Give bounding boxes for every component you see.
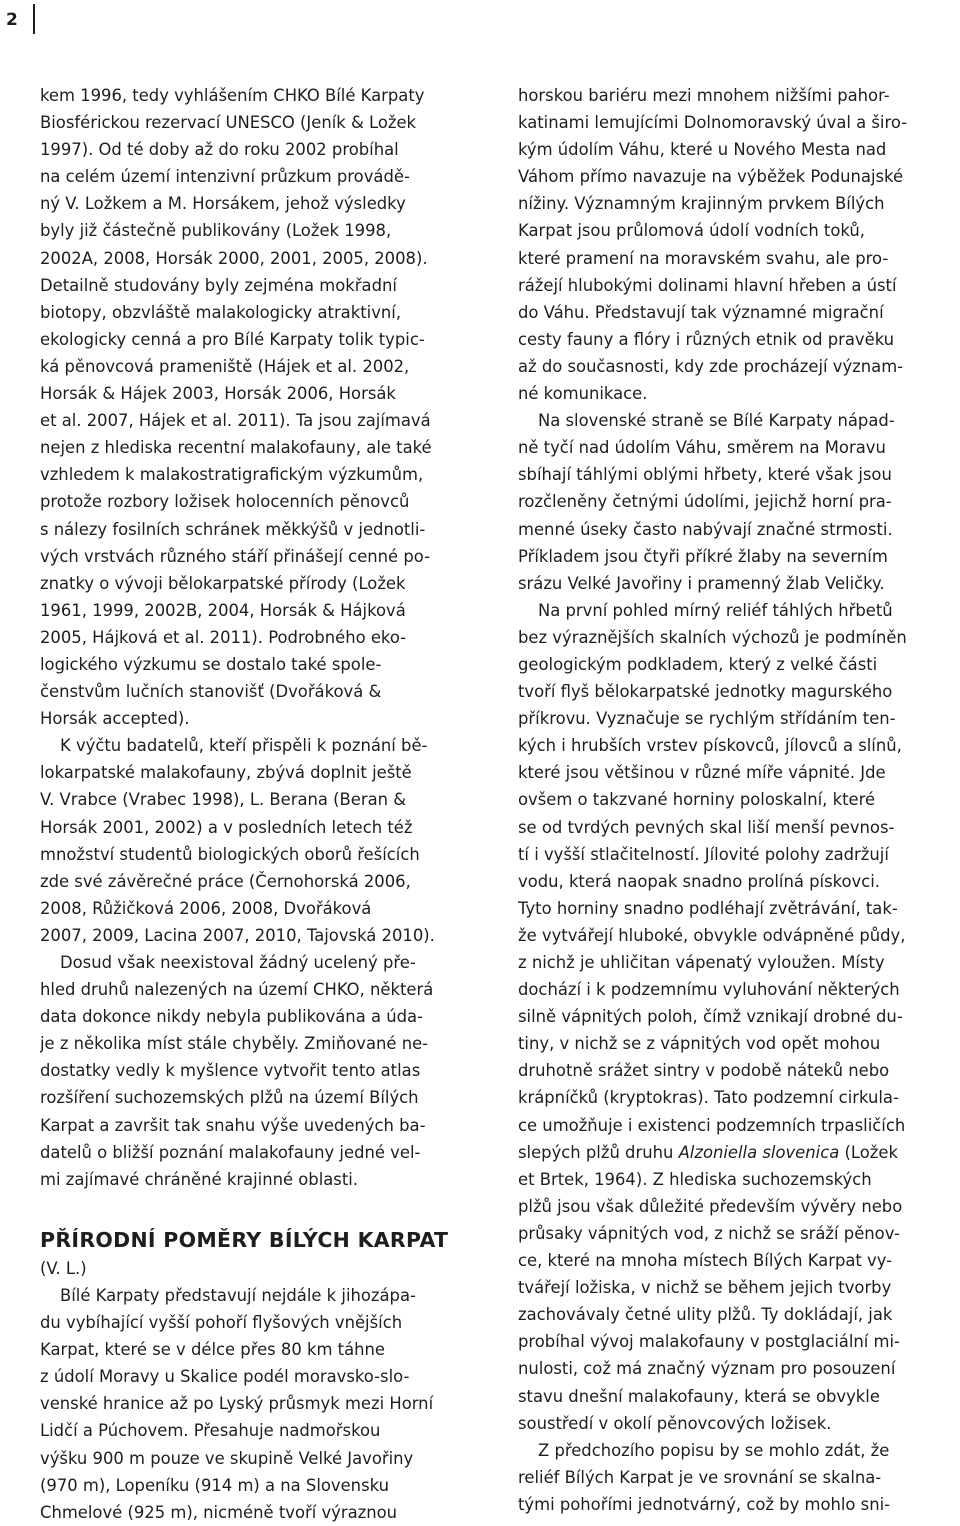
text-line: znatky o vývoji bělokarpatské přírody (Ložek	[40, 573, 406, 593]
text-line: vých vrstvách různého stáří přinášejí cenné po-	[40, 546, 430, 566]
text-line: katinami lemujícími Dolnomoravský úval a širo-	[518, 113, 908, 133]
text-line: biotopy, obzvláště malakologicky atraktivní,	[40, 302, 402, 322]
text-line: vzhledem k malakostratigrafickým výzkumům,	[40, 465, 424, 485]
text-line: stavu dnešní malakofauny, která se obvykle	[518, 1386, 880, 1406]
text-line: plžů jsou však důležité především vývěry nebo	[518, 1196, 903, 1216]
text-line: tí i vyšší stlačitelností. Jílovité polohy zadržují	[518, 844, 889, 864]
text-line: ně tyčí nad údolím Váhu, směrem na Moravu	[518, 438, 886, 458]
text-line: slepých plžů druhu Alzoniella slovenica (Ložek	[518, 1142, 898, 1162]
text-line: ce, které na mnoha místech Bílých Karpat vy-	[518, 1251, 893, 1271]
text-line: ovšem o takzvané horniny poloskalní, které	[518, 790, 876, 810]
text-line: hled druhů nalezených na území CHKO, některá	[40, 980, 434, 1000]
text-line: Příkladem jsou čtyři příkré žlaby na severním	[518, 546, 888, 566]
text-line: venské hranice až po Lyský průsmyk mezi Horní	[40, 1394, 434, 1414]
text-line: logického výzkumu se dostalo také spole-	[40, 654, 382, 674]
left-paragraphs	[40, 82, 477, 1193]
text-line: Horsák 2001, 2002) a v posledních letech též	[40, 817, 413, 837]
text-line: kem 1996, tedy vyhlášením CHKO Bílé Karpaty	[40, 86, 425, 105]
text-line: na celém území intenzivní průzkum provádě-	[40, 167, 410, 187]
text-line: až do současnosti, kdy zde procházejí význam-	[518, 356, 904, 376]
text-line: ekologicky cenná a pro Bílé Karpaty tolik typic-	[40, 329, 425, 349]
text-line: které pramení na moravském svahu, ale pro-	[518, 248, 889, 268]
text-line: 1997). Od té doby až do roku 2002 probíhal	[40, 140, 399, 160]
text-line: že vytvářejí hluboké, obvykle odvápněné půdy,	[518, 925, 906, 945]
text-line: rozšíření suchozemských plžů na území Bílých	[40, 1088, 419, 1108]
text-line: Biosférickou rezervací UNESCO (Jeník & Ložek	[40, 113, 417, 133]
text-line: V. Vrabce (Vrabec 1998), L. Berana (Beran &	[40, 790, 407, 810]
text-line: Detailně studovány byly zejména mokřadní	[40, 275, 397, 295]
text-line: 2008, Růžičková 2006, 2008, Dvořáková	[40, 898, 372, 918]
text-line: Horsák accepted).	[40, 709, 190, 729]
text-line: reliéf Bílých Karpat je ve srovnání se skalna-	[518, 1467, 882, 1487]
text-line: nížiny. Významným krajinným prvkem Bílých	[518, 194, 885, 214]
text-line: 2005, Hájková et al. 2011). Podrobného eko-	[40, 627, 407, 647]
text-line: se od tvrdých pevných skal liší menší pevnos-	[518, 817, 895, 837]
text-line: čenstvům lučních stanovišť (Dvořáková &	[40, 682, 382, 702]
text-line: z nichž je uhličitan vápenatý vyloužen. Místy	[518, 953, 885, 972]
text-line: ce umožňuje i existenci podzemních trpasličích	[518, 1115, 906, 1135]
section-authors: (V. L.)	[40, 1258, 87, 1278]
text-line: tými pohořími jednotvárný, což by mohlo sni-	[518, 1494, 891, 1514]
right-paragraphs	[518, 82, 958, 1518]
text-line: Bílé Karpaty představují nejdále k jihozápa-	[60, 1285, 416, 1305]
right-column	[518, 82, 958, 1518]
text-line: Chmelové (925 m), nicméně tvoří výraznou	[40, 1502, 398, 1522]
text-line: silně vápnitých poloh, čímž vznikají drobné du-	[518, 1007, 903, 1027]
text-line: dochází i k podzemnímu vyluhování některých	[518, 980, 900, 1000]
text-line: Váhom přímo navazuje na výběžek Podunajské	[518, 167, 904, 187]
text-line: du vybíhající vyšší pohoří flyšových vnějších	[40, 1313, 403, 1333]
text-line: do Váhu. Představují tak významné migrační	[518, 302, 884, 322]
text-line: krápníčků (kryptokras). Tato podzemní cirkula-	[518, 1088, 899, 1108]
text-line: tvářejí ložiska, v nichž se během jejich tvorby	[518, 1278, 892, 1298]
text-line: Dosud však neexistoval žádný ucelený pře-	[60, 953, 416, 972]
text-line: výšku 900 m pouze ve skupině Velké Javořiny	[40, 1448, 414, 1468]
text-line: nulosti, což má značný význam pro posouzení	[518, 1359, 896, 1379]
text-line: né komunikace.	[518, 384, 648, 404]
text-line: dostatky vedly k myšlence vytvořit tento atlas	[40, 1061, 421, 1081]
text-line: et al. 2007, Hájek et al. 2011). Ta jsou zajímavá	[40, 411, 431, 431]
text-line: lokarpatské malakofauny, zbývá doplnit ještě	[40, 763, 412, 783]
text-line: je z několika míst stále chyběly. Zmiňované ne-	[40, 1034, 429, 1054]
text-line: 2002A, 2008, Horsák 2000, 2001, 2005, 2008).	[40, 248, 428, 268]
text-line: Tyto horniny snadno podléhají zvětrávání, tak-	[518, 898, 898, 918]
text-line: množství studentů biologických oborů řešících	[40, 844, 420, 864]
text-line: srázu Velké Javořiny i pramenný žlab Veličky.	[518, 573, 885, 593]
text-line: ká pěnovcová prameniště (Hájek et al. 2002,	[40, 356, 410, 376]
text-line: nejen z hlediska recentní malakofauny, ale také	[40, 438, 432, 458]
text-line: kým údolím Váhu, které u Nového Mesta nad	[518, 140, 887, 160]
text-line: zachovávaly četné ulity plžů. Ty dokládají, jak	[518, 1305, 893, 1325]
text-line: kých i hrubších vrstev pískovců, jílovců a slínů,	[518, 736, 902, 756]
text-line: mi zajímavé chráněné krajinné oblasti.	[40, 1169, 359, 1189]
text-line: cesty fauny a flóry i různých etnik od pravěku	[518, 329, 895, 349]
text-line: data dokonce nikdy nebyla publikována a úda-	[40, 1007, 423, 1027]
left-column	[40, 82, 477, 1526]
species-name: Alzoniella slovenica	[678, 1142, 840, 1162]
text-line: z údolí Moravy u Skalice podél moravsko-slo-	[40, 1367, 410, 1387]
text-line: menné úseky často nabývají značné strmosti.	[518, 519, 893, 539]
text-line: rážejí hlubokými dolinami hlavní hřeben a ústí	[518, 275, 897, 295]
text-line: geologickým podkladem, který z velké části	[518, 654, 878, 674]
text-line: 2007, 2009, Lacina 2007, 2010, Tajovská 2010).	[40, 925, 435, 945]
text-line: Z předchozího popisu by se mohlo zdát, že	[538, 1440, 890, 1460]
text-line: které jsou většinou v různé míře vápnité. Jde	[518, 763, 886, 783]
text-line: soustředí v okolí pěnovcových ložisek.	[518, 1413, 832, 1433]
text-line: datelů o bližší poznání malakofauny jedné vel-	[40, 1142, 421, 1162]
text-line: probíhal vývoj malakofauny v postglaciální mi-	[518, 1332, 900, 1352]
text-line: ný V. Ložkem a M. Horsákem, jehož výsledky	[40, 194, 406, 214]
text-line: K výčtu badatelů, kteří přispěli k poznání bě-	[60, 736, 428, 756]
text-line: horskou bariéru mezi mnohem nižšími pahor-	[518, 86, 890, 105]
text-line: průsaky vápnitých vod, z nichž se sráží pěnov-	[518, 1223, 900, 1243]
text-line: Karpat, které se v délce přes 80 km táhne	[40, 1340, 385, 1360]
text-line: Karpat a završit tak snahu výše uvedených ba-	[40, 1115, 426, 1135]
text-line: rozčleněny četnými údolími, jejichž horní pra-	[518, 492, 892, 512]
header-rule	[33, 4, 35, 34]
text-line: 1961, 1999, 2002B, 2004, Horsák & Hájková	[40, 600, 406, 620]
text-line: tvoří flyš bělokarpatské jednotky magurského	[518, 682, 893, 702]
text-line: Karpat jsou průlomová údolí vodních toků,	[518, 221, 865, 241]
text-line: byly již částečně publikovány (Ložek 1998,	[40, 221, 392, 241]
text-line: (970 m), Lopeníku (914 m) a na Slovensku	[40, 1475, 389, 1495]
text-line: sbíhají táhlými oblými hřbety, které však jsou	[518, 465, 892, 485]
text-line: Lidčí a Púchovem. Přesahuje nadmořskou	[40, 1421, 381, 1441]
text-line: příkrovu. Vyznačuje se rychlým střídáním ten-	[518, 709, 896, 729]
text-line: tiny, v nichž se z vápnitých vod opět mohou	[518, 1034, 881, 1054]
text-line: druhotně srážet sintry v podobě náteků nebo	[518, 1061, 890, 1081]
text-line: vodu, která naopak snadno prolíná pískovci.	[518, 871, 881, 891]
section-paragraph	[40, 1282, 477, 1526]
text-line: s nálezy fosilních schránek měkkýšů v jednotli-	[40, 519, 426, 539]
text-line: Na první pohled mírný reliéf táhlých hřbetů	[538, 600, 893, 620]
text-line: bez výraznějších skalních výchozů je podmíněn	[518, 627, 907, 647]
text-line: Na slovenské straně se Bílé Karpaty nápad-	[538, 411, 895, 431]
text-line: protože rozbory ložisek holocenních pěnovců	[40, 492, 410, 512]
text-line: et Brtek, 1964). Z hlediska suchozemských	[518, 1169, 872, 1189]
section-heading: PŘÍRODNÍ POMĚRY BÍLÝCH KARPAT	[40, 1227, 449, 1252]
page-number: 2	[6, 10, 18, 30]
text-line: zde své závěrečné práce (Černohorská 2006,	[40, 871, 411, 891]
text-line: Horsák & Hájek 2003, Horsák 2006, Horsák	[40, 384, 396, 404]
